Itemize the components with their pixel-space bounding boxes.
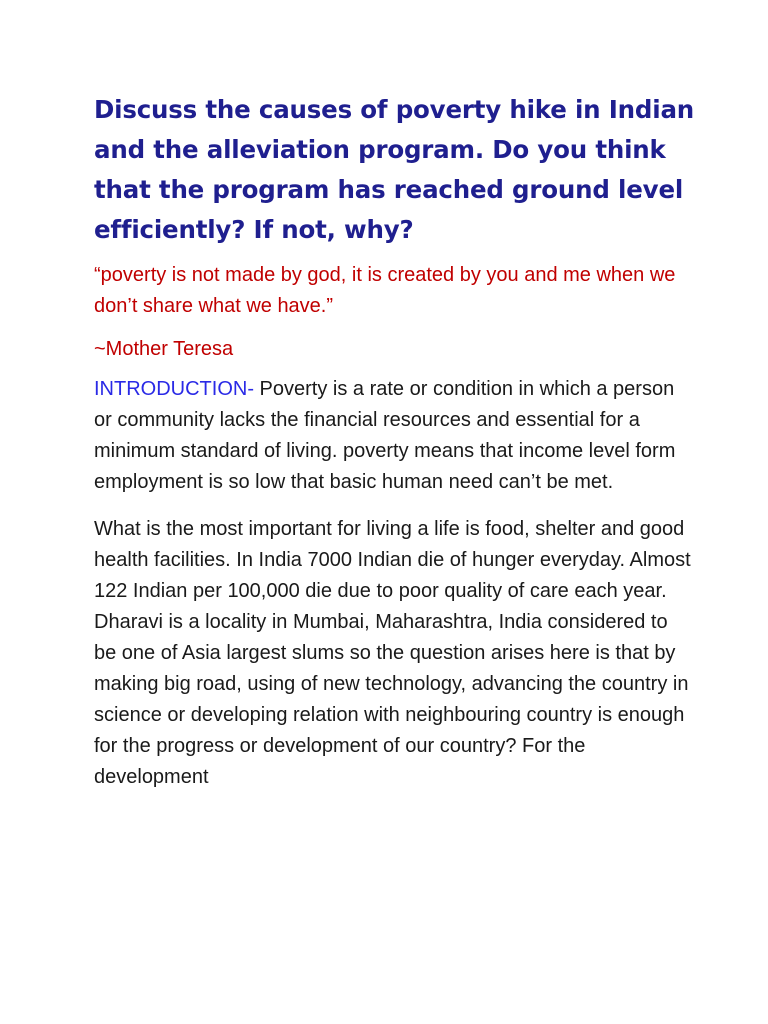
introduction-label: INTRODUCTION- — [94, 378, 254, 400]
body-paragraph: What is the most important for living a life is food, shelter and good health facilities. In India 7000 Indian die of hunger everyday. Almost 122 Indian per 100,000 die due to poor quality of care each year. Dharavi is a locality in Mumbai, Maharashtra, India considered to be one of Asia largest slums so the question arises here is that by making big road, using of new technology, advancing the country in science or developing relation with neighbouring country is enough for the progress or development of our country? For the development — [94, 518, 691, 788]
document-page — [94, 90, 694, 793]
quote-text: “poverty is not made by god, it is created by you and me when we don’t share what we have.” — [94, 264, 676, 317]
introduction-paragraph — [94, 374, 694, 498]
introduction-text: Poverty is a rate or condition in which a person or community lacks the financial resources and essential for a minimum standard of living. poverty means that income level form employment is so low that basic human need can’t be met. — [94, 378, 676, 493]
quote-attribution: ~Mother Teresa — [94, 338, 234, 360]
document-title: Discuss the causes of poverty hike in Indian and the alleviation program. Do you think that the program has reached ground level efficiently? If not, why? — [94, 95, 695, 244]
